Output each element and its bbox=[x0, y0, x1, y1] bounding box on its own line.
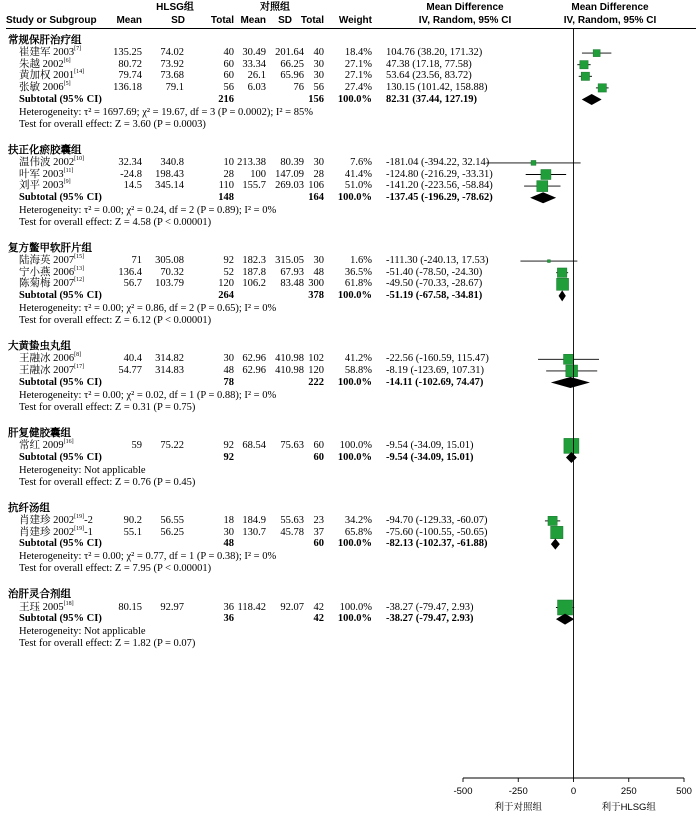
cell-sd1: 340.8 bbox=[160, 156, 184, 168]
cell-sd2: 76 bbox=[293, 81, 304, 93]
study-marker bbox=[548, 516, 557, 525]
study-ref: [18] bbox=[63, 600, 74, 607]
heterogeneity-text: Heterogeneity: τ² = 0.00; χ² = 0.24, df = 2 (P = 0.89); I² = 0% bbox=[19, 204, 277, 216]
cell-sd2: 410.98 bbox=[275, 353, 304, 365]
study-marker bbox=[531, 160, 536, 165]
subtotal-weight: 100.0% bbox=[337, 451, 372, 463]
subtotal-n1: 78 bbox=[223, 376, 234, 388]
cell-m1: 71 bbox=[131, 255, 142, 267]
study-marker bbox=[564, 438, 579, 453]
cell-sd2: 83.48 bbox=[280, 278, 304, 290]
cell-n1: 28 bbox=[223, 168, 234, 180]
cell-weight: 27.1% bbox=[344, 70, 372, 82]
study-marker bbox=[557, 278, 569, 290]
cell-m1: 56.7 bbox=[123, 278, 142, 290]
cell-n2: 120 bbox=[308, 364, 324, 376]
subtotal-n2: 60 bbox=[313, 451, 324, 463]
study-ref: [6] bbox=[63, 57, 71, 64]
cell-weight: 27.1% bbox=[344, 58, 372, 70]
cell-sd1: 314.83 bbox=[155, 364, 184, 376]
cell-n2: 106 bbox=[308, 180, 324, 192]
cell-weight: 27.4% bbox=[344, 81, 372, 93]
cell-m1: 80.72 bbox=[118, 58, 142, 70]
subtotal-ci-text: -14.11 (-102.69, 74.47) bbox=[386, 376, 484, 388]
study-ref: [7] bbox=[74, 46, 82, 53]
x-tick-label: 500 bbox=[676, 786, 692, 797]
subtotal-label: Subtotal (95% CI) bbox=[19, 538, 102, 550]
cell-n2: 48 bbox=[313, 266, 324, 278]
cell-weight: 51.0% bbox=[344, 180, 372, 192]
subtotal-label: Subtotal (95% CI) bbox=[19, 613, 102, 625]
study-ref: [12] bbox=[74, 277, 85, 284]
header-md-title-1: Mean Difference bbox=[426, 2, 504, 13]
heterogeneity-text: Heterogeneity: τ² = 1697.69; χ² = 19.67, df = 3 (P = 0.0002); I² = 85% bbox=[19, 106, 313, 118]
cell-m2: 62.96 bbox=[242, 364, 266, 376]
subtotal-n1: 148 bbox=[218, 191, 234, 203]
subtotal-label: Subtotal (95% CI) bbox=[19, 191, 102, 203]
subgroup-title: 治肝灵合剂组 bbox=[8, 589, 71, 601]
subtotal-weight: 100.0% bbox=[337, 93, 372, 105]
cell-n1: 110 bbox=[218, 180, 234, 192]
cell-n2: 60 bbox=[313, 439, 324, 451]
cell-m2: 118.42 bbox=[237, 601, 266, 613]
study-ref: [16] bbox=[63, 438, 74, 445]
cell-n2: 56 bbox=[313, 81, 324, 93]
subtotal-label: Subtotal (95% CI) bbox=[19, 451, 102, 463]
subtotal-n2: 60 bbox=[313, 538, 324, 550]
study-ref: [15] bbox=[74, 254, 85, 261]
subtotal-weight: 100.0% bbox=[337, 538, 372, 550]
header-md-sub-1: IV, Random, 95% CI bbox=[418, 15, 512, 26]
subtotal-ci-text: 82.31 (37.44, 127.19) bbox=[386, 93, 477, 105]
study-label: 常红 2009[16] bbox=[19, 438, 74, 451]
cell-m1: 136.4 bbox=[118, 266, 142, 278]
cell-m2: 62.96 bbox=[242, 353, 266, 365]
subtotal-ci-text: -9.54 (-34.09, 15.01) bbox=[386, 451, 474, 463]
study-marker bbox=[581, 72, 589, 80]
study-ref: [9] bbox=[63, 179, 71, 186]
cell-sd2: 75.63 bbox=[280, 439, 304, 451]
header-mean-2: Mean bbox=[240, 15, 266, 26]
cell-m1: 55.1 bbox=[123, 526, 142, 538]
study-ref: [19] bbox=[74, 525, 85, 532]
cell-n1: 60 bbox=[223, 58, 234, 70]
study-ci-text: -49.50 (-70.33, -28.67) bbox=[386, 278, 483, 290]
subtotal-weight: 100.0% bbox=[337, 289, 372, 301]
cell-sd2: 92.07 bbox=[280, 601, 304, 613]
subtotal-diamond bbox=[559, 290, 566, 301]
cell-sd1: 92.97 bbox=[160, 601, 184, 613]
subtotal-weight: 100.0% bbox=[337, 613, 372, 625]
cell-weight: 65.8% bbox=[344, 526, 372, 538]
cell-weight: 41.4% bbox=[344, 168, 372, 180]
header-md-title-2: Mean Difference bbox=[571, 2, 649, 13]
study-label: 朱越 2002[6] bbox=[19, 57, 71, 70]
overall-effect-text: Test for overall effect: Z = 6.12 (P < 0.00001) bbox=[19, 315, 212, 327]
study-suffix: -1 bbox=[84, 526, 93, 538]
subtotal-label: Subtotal (95% CI) bbox=[19, 289, 102, 301]
cell-m1: 79.74 bbox=[118, 70, 142, 82]
heterogeneity-text: Heterogeneity: τ² = 0.00; χ² = 0.77, df = 1 (P = 0.38); I² = 0% bbox=[19, 551, 277, 563]
cell-n2: 30 bbox=[313, 58, 324, 70]
cell-n1: 30 bbox=[223, 526, 234, 538]
cell-sd1: 198.43 bbox=[155, 168, 184, 180]
subtotal-diamond bbox=[551, 377, 590, 388]
cell-weight: 100.0% bbox=[339, 439, 372, 451]
cell-n2: 28 bbox=[313, 168, 324, 180]
study-ci-text: 47.38 (17.18, 77.58) bbox=[386, 58, 472, 70]
subtotal-ci-text: -51.19 (-67.58, -34.81) bbox=[386, 289, 483, 301]
cell-sd1: 56.25 bbox=[160, 526, 184, 538]
cell-sd1: 75.22 bbox=[160, 439, 184, 451]
study-ref: [8] bbox=[74, 352, 82, 359]
cell-sd1: 70.32 bbox=[160, 266, 184, 278]
cell-sd2: 201.64 bbox=[275, 47, 304, 59]
cell-m1: 54.77 bbox=[118, 364, 142, 376]
study-ci-text: -22.56 (-160.59, 115.47) bbox=[386, 353, 489, 365]
cell-m1: 80.15 bbox=[118, 601, 142, 613]
cell-n1: 92 bbox=[223, 255, 234, 267]
subtotal-diamond bbox=[582, 94, 602, 105]
cell-m2: 130.7 bbox=[242, 526, 266, 538]
study-marker bbox=[541, 169, 551, 179]
subtotal-n2: 42 bbox=[313, 613, 324, 625]
overall-effect-text: Test for overall effect: Z = 3.60 (P = 0.0003) bbox=[19, 118, 206, 130]
cell-n1: 36 bbox=[223, 601, 234, 613]
cell-n2: 102 bbox=[308, 353, 324, 365]
subtotal-diamond bbox=[530, 192, 556, 203]
cell-m2: 106.2 bbox=[242, 278, 266, 290]
x-tick-label: 250 bbox=[620, 786, 637, 797]
study-ref: [19] bbox=[74, 513, 85, 520]
study-marker bbox=[537, 181, 548, 192]
study-ci-text: 130.15 (101.42, 158.88) bbox=[386, 81, 488, 93]
study-marker bbox=[580, 61, 588, 69]
study-ci-text: -181.04 (-394.22, 32.14) bbox=[386, 156, 490, 168]
cell-n2: 42 bbox=[313, 601, 324, 613]
study-ref: [11] bbox=[63, 167, 74, 174]
subtotal-ci-text: -137.45 (-196.29, -78.62) bbox=[386, 191, 493, 203]
subgroup-title: 扶正化瘀胶囊组 bbox=[8, 144, 82, 156]
study-label: 陈菊梅 2007[12] bbox=[19, 277, 85, 290]
study-label: 陆海英 2007[15] bbox=[19, 254, 85, 267]
study-ref: [14] bbox=[74, 69, 85, 76]
cell-m1: 135.25 bbox=[113, 47, 142, 59]
study-marker bbox=[557, 268, 566, 277]
cell-m2: 187.8 bbox=[242, 266, 266, 278]
study-marker bbox=[593, 50, 600, 57]
study-label: 肖建珍 2002[19]-1 bbox=[19, 525, 93, 538]
cell-m1: 14.5 bbox=[123, 180, 142, 192]
cell-sd2: 45.78 bbox=[280, 526, 304, 538]
cell-sd1: 56.55 bbox=[160, 514, 184, 526]
cell-n1: 120 bbox=[218, 278, 234, 290]
overall-effect-text: Test for overall effect: Z = 4.58 (P < 0.00001) bbox=[19, 216, 212, 228]
cell-n1: 60 bbox=[223, 70, 234, 82]
subtotal-ci-text: -82.13 (-102.37, -61.88) bbox=[386, 538, 488, 550]
cell-m1: 32.34 bbox=[118, 156, 142, 168]
subtotal-n1: 216 bbox=[218, 93, 234, 105]
subtotal-n1: 264 bbox=[218, 289, 234, 301]
cell-n2: 300 bbox=[308, 278, 324, 290]
x-tick-label: -500 bbox=[453, 786, 473, 797]
study-ref: [13] bbox=[74, 265, 85, 272]
cell-m1: 59 bbox=[131, 439, 142, 451]
subtotal-label: Subtotal (95% CI) bbox=[19, 93, 102, 105]
study-label: 温伟波 2002[10] bbox=[19, 155, 85, 168]
cell-n1: 52 bbox=[223, 266, 234, 278]
study-label: 王融冰 2006[8] bbox=[19, 352, 82, 365]
header-md-sub-2: IV, Random, 95% CI bbox=[563, 15, 657, 26]
subtotal-n1: 48 bbox=[223, 538, 234, 550]
study-label: 肖建珍 2002[19]-2 bbox=[19, 513, 93, 526]
cell-n2: 30 bbox=[313, 156, 324, 168]
subtotal-n1: 36 bbox=[223, 613, 234, 625]
subtotal-ci-text: -38.27 (-79.47, 2.93) bbox=[386, 613, 474, 625]
cell-n1: 18 bbox=[223, 514, 234, 526]
cell-n2: 40 bbox=[313, 47, 324, 59]
favours-right-label: 利于HLSG组 bbox=[601, 802, 656, 813]
cell-sd2: 410.98 bbox=[275, 364, 304, 376]
cell-m2: 30.49 bbox=[242, 47, 266, 59]
cell-sd1: 79.1 bbox=[165, 81, 184, 93]
subtotal-n2: 156 bbox=[308, 93, 324, 105]
subgroup-title: 肝复健胶囊组 bbox=[8, 427, 71, 439]
cell-sd2: 67.93 bbox=[280, 266, 304, 278]
cell-sd2: 269.03 bbox=[275, 180, 304, 192]
overall-effect-text: Test for overall effect: Z = 0.76 (P = 0.45) bbox=[19, 476, 196, 488]
study-label: 王融冰 2007[17] bbox=[19, 363, 85, 376]
cell-n2: 23 bbox=[313, 514, 324, 526]
subtotal-weight: 100.0% bbox=[337, 376, 372, 388]
cell-weight: 34.2% bbox=[344, 514, 372, 526]
study-label: 刘平 2003[9] bbox=[19, 179, 71, 192]
subtotal-weight: 100.0% bbox=[337, 191, 372, 203]
header-sd-2: SD bbox=[278, 15, 292, 26]
cell-weight: 1.6% bbox=[350, 255, 372, 267]
study-ci-text: -111.30 (-240.13, 17.53) bbox=[386, 255, 489, 267]
study-ci-text: -94.70 (-129.33, -60.07) bbox=[386, 514, 488, 526]
heterogeneity-text: Heterogeneity: τ² = 0.00; χ² = 0.02, df = 1 (P = 0.88); I² = 0% bbox=[19, 389, 277, 401]
study-ci-text: 53.64 (23.56, 83.72) bbox=[386, 70, 472, 82]
cell-n1: 30 bbox=[223, 353, 234, 365]
header-weight: Weight bbox=[338, 15, 372, 26]
study-ci-text: -51.40 (-78.50, -24.30) bbox=[386, 266, 483, 278]
study-marker bbox=[558, 600, 573, 615]
study-ci-text: -124.80 (-216.29, -33.31) bbox=[386, 168, 493, 180]
cell-weight: 61.8% bbox=[344, 278, 372, 290]
header-sd-1: SD bbox=[171, 15, 185, 26]
study-ref: [10] bbox=[74, 155, 85, 162]
cell-n1: 48 bbox=[223, 364, 234, 376]
subtotal-diamond bbox=[551, 539, 560, 550]
cell-m2: 155.7 bbox=[242, 180, 266, 192]
heterogeneity-text: Heterogeneity: Not applicable bbox=[19, 626, 146, 638]
cell-sd1: 305.08 bbox=[155, 255, 184, 267]
cell-m2: 26.1 bbox=[247, 70, 266, 82]
cell-n1: 10 bbox=[223, 156, 234, 168]
x-tick-label: 0 bbox=[570, 786, 577, 797]
subgroup-title: 复方鳖甲软肝片组 bbox=[8, 243, 92, 254]
cell-sd1: 314.82 bbox=[155, 353, 184, 365]
study-marker bbox=[564, 354, 574, 364]
overall-effect-text: Test for overall effect: Z = 0.31 (P = 0.75) bbox=[19, 401, 196, 413]
cell-m2: 100 bbox=[250, 168, 266, 180]
cell-m1: 136.18 bbox=[113, 81, 142, 93]
study-ref: [17] bbox=[74, 363, 85, 370]
cell-weight: 18.4% bbox=[344, 47, 372, 59]
cell-sd1: 103.79 bbox=[155, 278, 184, 290]
cell-sd2: 147.09 bbox=[275, 168, 304, 180]
cell-sd1: 73.68 bbox=[160, 70, 184, 82]
study-marker bbox=[551, 526, 563, 538]
cell-n1: 92 bbox=[223, 439, 234, 451]
cell-n1: 40 bbox=[223, 47, 234, 59]
study-label: 叶军 2003[11] bbox=[19, 167, 74, 180]
cell-weight: 100.0% bbox=[339, 601, 372, 613]
study-label: 崔建军 2003[7] bbox=[19, 46, 82, 59]
subtotal-n2: 164 bbox=[308, 191, 324, 203]
study-marker bbox=[598, 84, 606, 92]
study-label: 黄加权 2001[14] bbox=[19, 69, 85, 82]
study-suffix: -2 bbox=[84, 514, 93, 526]
cell-m2: 182.3 bbox=[242, 255, 266, 267]
cell-sd1: 74.02 bbox=[160, 47, 184, 59]
study-ref: [5] bbox=[63, 80, 71, 87]
subgroup-title: 大黄蛰虫丸组 bbox=[8, 341, 71, 353]
cell-sd1: 73.92 bbox=[160, 58, 184, 70]
header-ctrl-group: 对照组 bbox=[260, 2, 290, 13]
header-study: Study or Subgroup bbox=[6, 15, 97, 26]
study-ci-text: -8.19 (-123.69, 107.31) bbox=[386, 364, 484, 376]
cell-sd1: 345.14 bbox=[155, 180, 184, 192]
subgroup-title: 抗纤汤组 bbox=[8, 502, 50, 514]
study-marker bbox=[548, 260, 551, 263]
study-ci-text: -141.20 (-223.56, -58.84) bbox=[386, 180, 493, 192]
cell-n2: 30 bbox=[313, 255, 324, 267]
header-total-1: Total bbox=[210, 15, 234, 26]
cell-m1: -24.8 bbox=[120, 168, 142, 180]
cell-n1: 56 bbox=[223, 81, 234, 93]
cell-m1: 90.2 bbox=[123, 514, 142, 526]
subgroup-title: 常规保肝治疗组 bbox=[8, 35, 82, 46]
cell-weight: 36.5% bbox=[344, 266, 372, 278]
header-mean-1: Mean bbox=[116, 15, 142, 26]
heterogeneity-text: Heterogeneity: Not applicable bbox=[19, 464, 146, 476]
subtotal-n2: 378 bbox=[308, 289, 324, 301]
subtotal-n2: 222 bbox=[308, 376, 324, 388]
cell-sd2: 65.96 bbox=[280, 70, 304, 82]
cell-m2: 33.34 bbox=[242, 58, 266, 70]
subtotal-n1: 92 bbox=[223, 451, 234, 463]
favours-left-label: 利于对照组 bbox=[494, 802, 543, 813]
overall-effect-text: Test for overall effect: Z = 1.82 (P = 0.07) bbox=[19, 638, 196, 650]
cell-sd2: 80.39 bbox=[280, 156, 304, 168]
subtotal-label: Subtotal (95% CI) bbox=[19, 376, 102, 388]
study-ci-text: -9.54 (-34.09, 15.01) bbox=[386, 439, 474, 451]
study-label: 张敏 2006[5] bbox=[19, 80, 71, 93]
cell-n2: 30 bbox=[313, 70, 324, 82]
heterogeneity-text: Heterogeneity: τ² = 0.00; χ² = 0.86, df = 2 (P = 0.65); I² = 0% bbox=[19, 303, 277, 314]
cell-m2: 68.54 bbox=[242, 439, 266, 451]
study-label: 王珏 2005[18] bbox=[19, 600, 74, 613]
cell-sd2: 66.25 bbox=[280, 58, 304, 70]
cell-sd2: 315.05 bbox=[275, 255, 304, 267]
study-ci-text: -75.60 (-100.55, -50.65) bbox=[386, 526, 488, 538]
cell-sd2: 55.63 bbox=[280, 514, 304, 526]
study-ci-text: -38.27 (-79.47, 2.93) bbox=[386, 601, 474, 613]
study-marker bbox=[566, 365, 578, 377]
cell-weight: 58.8% bbox=[344, 364, 372, 376]
cell-m2: 184.9 bbox=[242, 514, 266, 526]
cell-weight: 7.6% bbox=[350, 156, 372, 168]
cell-n2: 37 bbox=[313, 526, 324, 538]
overall-effect-text: Test for overall effect: Z = 7.95 (P < 0.00001) bbox=[19, 563, 212, 575]
study-ci-text: 104.76 (38.20, 171.32) bbox=[386, 47, 483, 59]
cell-m1: 40.4 bbox=[123, 353, 142, 365]
cell-m2: 6.03 bbox=[247, 81, 266, 93]
header-hlsg-group: HLSG组 bbox=[156, 2, 194, 13]
cell-m2: 213.38 bbox=[237, 156, 266, 168]
x-tick-label: -250 bbox=[508, 786, 528, 797]
cell-weight: 41.2% bbox=[344, 353, 372, 365]
study-label: 宁小燕 2006[13] bbox=[19, 265, 85, 278]
header-total-2: Total bbox=[300, 15, 324, 26]
